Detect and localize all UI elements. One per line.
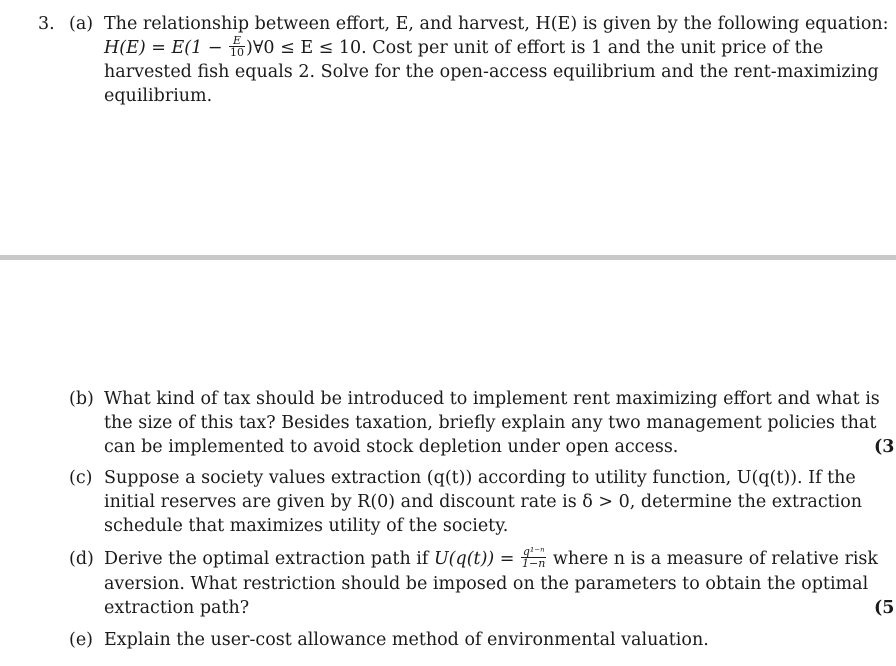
part-b-line-1: What kind of tax should be introduced to implement rent maximizing effort and what is xyxy=(104,389,880,409)
part-c-line-3: schedule that maximizes utility of the society. xyxy=(104,516,509,536)
part-a-label: (a) xyxy=(69,14,94,34)
page-divider xyxy=(0,255,896,260)
part-d-line-1 xyxy=(104,545,878,571)
part-c-line-2: initial reserves are given by R(0) and discount rate is δ > 0, determine the extraction xyxy=(104,492,863,512)
part-d-line-2: aversion. What restriction should be imposed on the parameters to obtain the optimal xyxy=(104,574,869,594)
part-c-label: (c) xyxy=(69,468,93,488)
part-a-line-2-rest: Cost per unit of effort is 1 and the unit price of the xyxy=(366,38,824,58)
part-a-line-1: The relationship between effort, E, and harvest, H(E) is given by the following equation: xyxy=(104,14,889,34)
part-a-equation-fraction xyxy=(229,35,245,58)
part-a-line-4: equilibrium. xyxy=(104,86,213,106)
part-a-equation-rhs: )∀0 ≤ E ≤ 10. xyxy=(246,38,367,58)
part-b-line-2: the size of this tax? Besides taxation, briefly explain any two management policies that xyxy=(104,413,877,433)
part-a-fraction-denominator: 10 xyxy=(230,46,245,59)
part-b-line-3: can be implemented to avoid stock depletion under open access. xyxy=(104,437,679,457)
part-d-equation-fraction xyxy=(521,546,546,569)
part-a-fraction-numerator: E xyxy=(229,35,245,47)
part-d-line-1-post: where n is a measure of relative risk xyxy=(547,549,878,569)
part-d-line-3: extraction path? xyxy=(104,598,250,618)
part-d-equation-lhs: U(q(t)) = xyxy=(433,549,521,569)
part-d-marks: (5 xyxy=(874,598,895,618)
part-a-line-3: harvested fish equals 2. Solve for the open-access equilibrium and the rent-maximizing xyxy=(104,62,879,82)
part-a-equation-lhs: H(E) = E(1 − xyxy=(104,38,229,58)
part-b-marks: (3 xyxy=(874,437,895,457)
part-d-label: (d) xyxy=(69,549,94,569)
part-d-line-1-pre: Derive the optimal extraction path if xyxy=(104,549,434,569)
part-e-line-1: Explain the user-cost allowance method of environmental valuation. xyxy=(104,630,709,650)
question-number: 3. xyxy=(38,14,55,34)
part-d-fraction-denominator: 1−n xyxy=(522,557,546,570)
part-a-line-2 xyxy=(104,36,855,60)
part-c-line-1: Suppose a society values extraction (q(t)) according to utility function, U(q(t)). If the xyxy=(104,468,856,488)
part-e-label: (e) xyxy=(69,630,94,650)
part-d-fraction-numerator: q¹⁻ⁿ xyxy=(522,545,545,558)
part-b-label: (b) xyxy=(69,389,94,409)
